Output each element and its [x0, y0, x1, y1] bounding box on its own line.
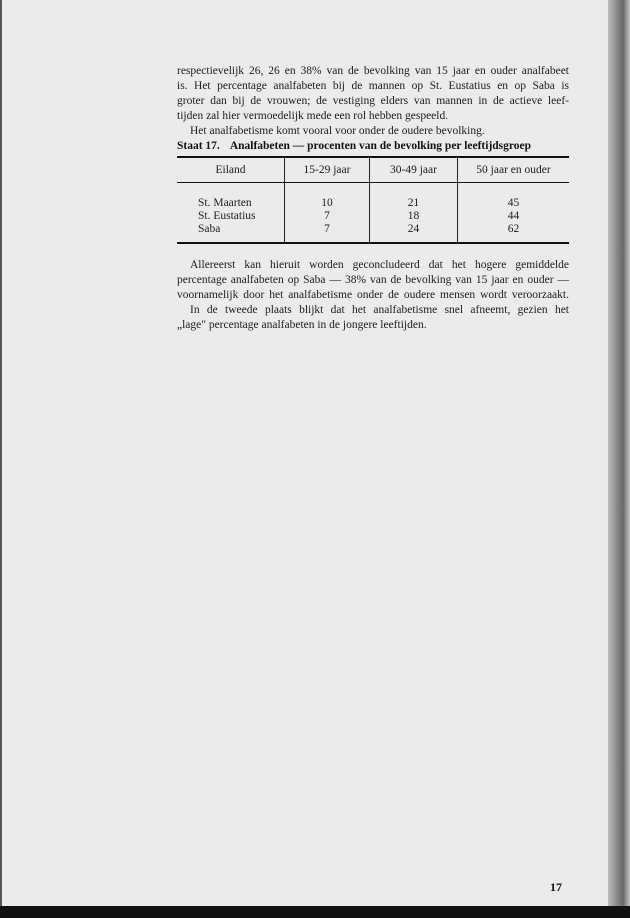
cell-value: 44 [507, 210, 520, 222]
header-15-29: 15-29 jaar [303, 164, 351, 176]
cell-eiland: Saba [198, 223, 221, 235]
table-header-rule [177, 182, 569, 183]
cell-eiland: St. Maarten [198, 197, 252, 209]
cell-value: 24 [407, 223, 420, 235]
scan-bottom-border [0, 906, 630, 918]
paragraph-line: Allereerst kan hieruit worden geconcludeerd dat het hogere gemiddelde [190, 259, 569, 271]
header-30-49: 30-49 jaar [390, 164, 437, 176]
cell-value: 18 [407, 210, 420, 222]
cell-value: 21 [407, 197, 420, 209]
paragraph-line: Het analfabetisme komt vooral voor onder de oudere bevolking. [190, 125, 485, 137]
cell-value: 10 [321, 197, 333, 209]
paragraph-line: In de tweede plaats blijkt dat het analfabetisme snel afneemt, gezien het [190, 304, 569, 316]
cell-value: 7 [324, 210, 330, 222]
paragraph-line: tijden zal hier vermoedelijk mede een rol hebben gespeeld. [177, 110, 449, 122]
paragraph-line: groter dan bij de vrouwen; de vestiging elders van mannen in de actieve leef- [177, 95, 569, 107]
cell-eiland: St. Eustatius [198, 210, 256, 222]
paragraph-line: is. Het percentage analfabeten bij de mannen op St. Eustatius en op Saba is [177, 80, 569, 92]
header-eiland: Eiland [215, 164, 246, 176]
table-number: Staat 17. [177, 140, 220, 152]
table-top-rule [177, 156, 569, 158]
paragraph-line: voornamelijk door het analfabetisme onder de oudere mensen wordt veroorzaakt. [177, 289, 569, 301]
cell-value: 45 [507, 197, 520, 209]
header-50-plus: 50 jaar en ouder [476, 164, 551, 176]
table-caption [177, 140, 531, 152]
cell-value: 7 [324, 223, 330, 235]
table-bottom-rule [177, 242, 569, 244]
paragraph-line: „lage" percentage analfabeten in de jongere leeftijden. [177, 319, 427, 331]
page-stack-edge [608, 0, 630, 906]
cell-value: 62 [507, 223, 520, 235]
table-title: Analfabeten — procenten van de bevolking per leeftijdsgroep [229, 140, 532, 152]
page-number: 17 [550, 880, 562, 894]
paragraph-line: respectievelijk 26, 26 en 38% van de bevolking van 15 jaar en ouder analfabeet [177, 65, 569, 77]
paragraph-line: percentage analfabeten op Saba — 38% van de bevolking van 15 jaar en ouder — [177, 274, 569, 286]
